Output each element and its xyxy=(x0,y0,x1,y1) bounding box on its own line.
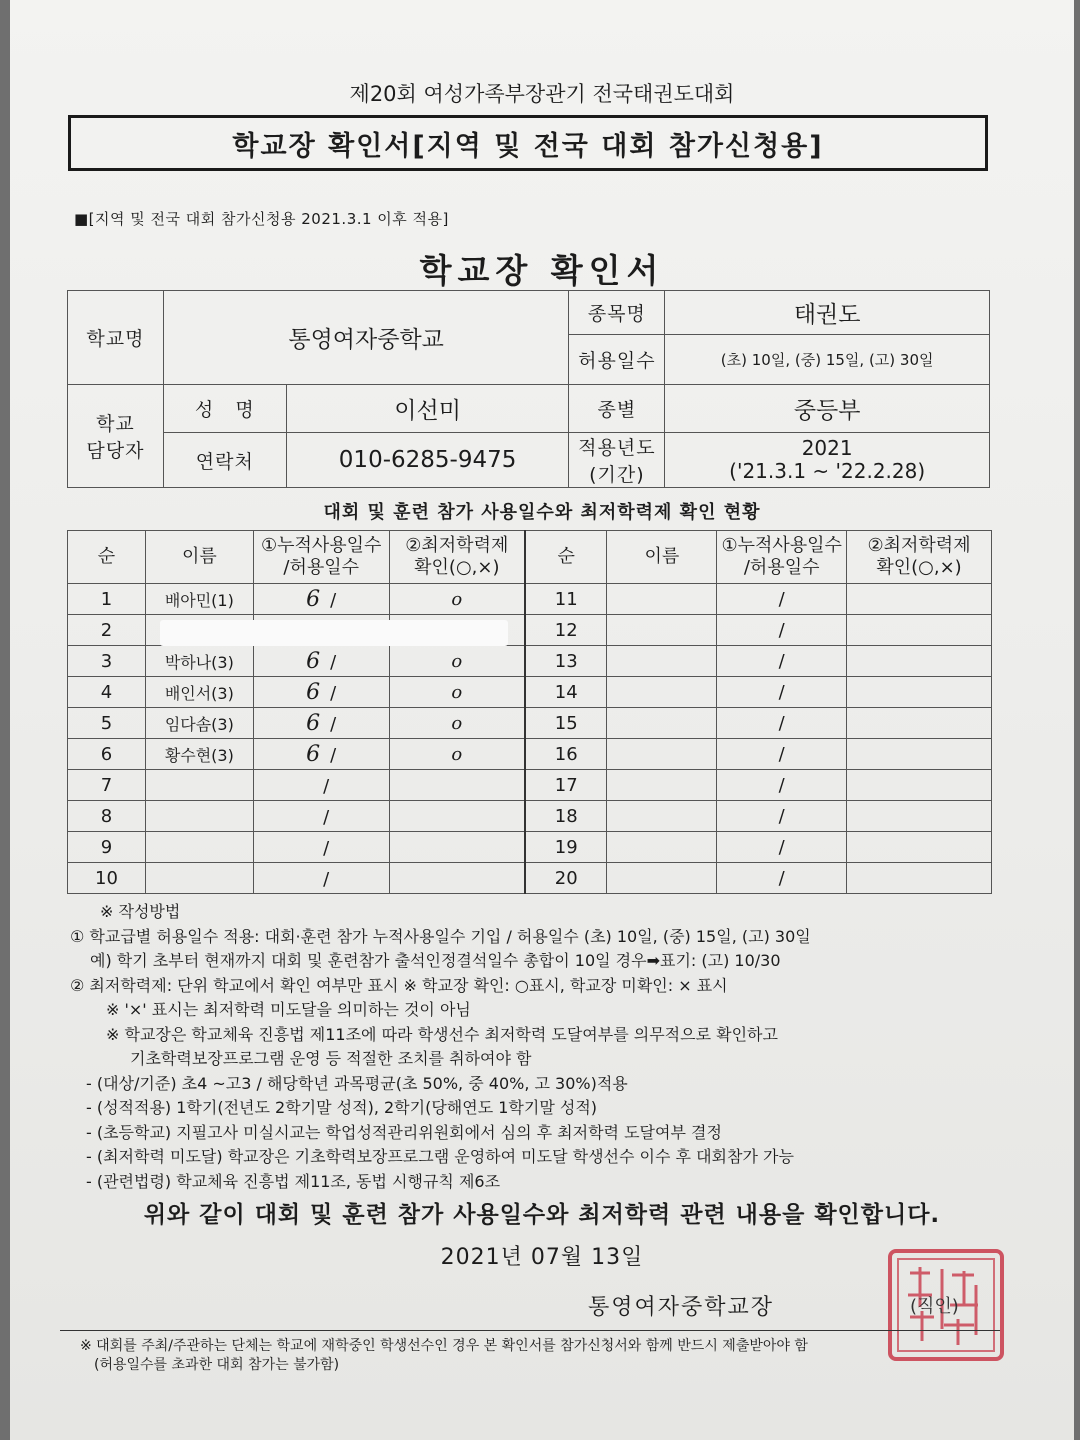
row-check-right xyxy=(847,677,992,708)
slash-mark: / xyxy=(330,744,337,766)
row-check-right xyxy=(847,739,992,770)
year-value-line2: ('21.3.1 ~ '22.2.28) xyxy=(729,459,926,483)
slash-mark: / xyxy=(778,681,785,703)
note-line: - (성적적용) 1학기(전년도 2학기말 성적), 2학기(당해연도 1학기말 성적) xyxy=(86,1098,598,1117)
row-name-right xyxy=(607,863,717,894)
row-name xyxy=(145,832,253,863)
slash-mark: / xyxy=(330,682,337,704)
boxed-title: 학교장 확인서[지역 및 전국 대회 참가신청용] xyxy=(68,115,988,171)
row-name: 박하나(3) xyxy=(145,646,253,677)
slash-mark: / xyxy=(330,713,337,735)
phone-label: 연락처 xyxy=(163,433,286,488)
slash-mark: / xyxy=(330,589,337,611)
col-days-right-line1: ①누적사용일수 xyxy=(721,535,842,557)
row-check xyxy=(389,832,525,863)
row-no-right: 12 xyxy=(525,615,607,646)
row-no-right: 16 xyxy=(525,739,607,770)
category-value: 중등부 xyxy=(665,385,990,433)
row-days-right xyxy=(717,584,847,615)
slash-mark: / xyxy=(778,774,785,796)
row-name-right xyxy=(607,770,717,801)
row-no: 7 xyxy=(68,770,146,801)
row-check-right xyxy=(847,832,992,863)
row-days xyxy=(253,708,389,739)
col-check-line1: ②최저학력제 xyxy=(405,535,509,557)
row-name xyxy=(145,863,253,894)
row-days-right xyxy=(717,770,847,801)
row-no-right: 19 xyxy=(525,832,607,863)
slash-mark: / xyxy=(330,651,337,673)
row-name-right xyxy=(607,832,717,863)
col-check-right xyxy=(847,531,992,584)
info-table xyxy=(67,290,990,488)
row-name: 임다솜(3) xyxy=(145,708,253,739)
row-no-right: 17 xyxy=(525,770,607,801)
school-label: 학교명 xyxy=(68,291,164,385)
row-name: 배아민(1) xyxy=(145,584,253,615)
slash-mark: / xyxy=(778,712,785,734)
row-check xyxy=(389,801,525,832)
row-no: 5 xyxy=(68,708,146,739)
usage-table xyxy=(67,530,992,894)
days-value: 6 xyxy=(306,741,321,767)
row-no: 4 xyxy=(68,677,146,708)
row-check: o xyxy=(389,708,525,739)
row-days xyxy=(253,739,389,770)
allowed-days-value: (초) 10일, (중) 15일, (고) 30일 xyxy=(665,335,990,385)
table-row xyxy=(68,801,992,832)
section-title: 대회 및 훈련 참가 사용일수와 최저학력제 확인 현황 xyxy=(323,502,761,523)
col-days xyxy=(253,531,389,584)
slash-mark: / xyxy=(323,806,330,828)
row-days xyxy=(253,584,389,615)
applicability-note: ■[지역 및 전국 대회 참가신청용 2021.3.1 이후 적용] xyxy=(74,210,449,228)
row-name-right xyxy=(607,801,717,832)
seal-mark: (직인) xyxy=(910,1296,959,1317)
row-days xyxy=(253,677,389,708)
row-name: 배인서(3) xyxy=(145,677,253,708)
slash-mark: / xyxy=(778,588,785,610)
row-no-right: 14 xyxy=(525,677,607,708)
note-line: - (초등학교) 지필고사 미실시교는 학업성적관리위원회에서 심의 후 최저학력 도달여부 결정 xyxy=(86,1122,722,1142)
row-name-right xyxy=(607,708,717,739)
slash-mark: / xyxy=(778,743,785,765)
col-name: 이름 xyxy=(145,531,253,584)
note-line: ※ 학교장은 학교체육 진흥법 제11조에 따라 학생선수 최저학력 도달여부를 의무적으로 확인하고 xyxy=(106,1024,778,1044)
row-check-right xyxy=(847,708,992,739)
redacted-area xyxy=(160,620,508,646)
category-label: 종별 xyxy=(569,385,665,433)
contact-label-line2: 담당자 xyxy=(86,440,145,462)
col-name-right: 이름 xyxy=(607,531,717,584)
row-no: 2 xyxy=(68,615,146,646)
row-check-right xyxy=(847,801,992,832)
year-label xyxy=(569,433,665,488)
instructions xyxy=(70,900,1000,1194)
row-name-right xyxy=(607,739,717,770)
slash-mark: / xyxy=(778,836,785,858)
slash-mark: / xyxy=(778,650,785,672)
row-days-right xyxy=(717,677,847,708)
row-no-right: 15 xyxy=(525,708,607,739)
col-days-line1: ①누적사용일수 xyxy=(260,535,382,557)
row-days-right xyxy=(717,615,847,646)
row-days-right xyxy=(717,801,847,832)
footer-note xyxy=(80,1337,1020,1375)
row-no-right: 13 xyxy=(525,646,607,677)
row-name xyxy=(145,801,253,832)
row-days-right xyxy=(717,708,847,739)
row-check-right xyxy=(847,770,992,801)
row-days xyxy=(253,801,389,832)
confirmation-statement: 위와 같이 대회 및 훈련 참가 사용일수와 최저학력 관련 내용을 확인합니다. xyxy=(143,1202,941,1228)
row-name-right xyxy=(607,646,717,677)
document-page xyxy=(10,0,1074,1440)
row-check-right xyxy=(847,646,992,677)
row-check xyxy=(389,770,525,801)
days-value: 6 xyxy=(306,648,321,674)
slash-mark: / xyxy=(323,868,330,890)
col-check-right-line1: ②최저학력제 xyxy=(867,535,971,557)
row-days xyxy=(253,646,389,677)
note-line: 기초학력보장프로그램 운영 등 적절한 조치를 취하여야 함 xyxy=(130,1049,532,1068)
table-row xyxy=(68,770,992,801)
row-no-right: 20 xyxy=(525,863,607,894)
event-label: 종목명 xyxy=(569,291,665,335)
col-no-right: 순 xyxy=(525,531,607,584)
table-row xyxy=(68,739,992,770)
note-line: ※ 작성방법 xyxy=(100,902,181,921)
note-line: ② 최저학력제: 단위 학교에서 확인 여부만 표시 ※ 학교장 확인: ○표시, 학교장 미확인: × 표시 xyxy=(70,975,728,995)
contact-person-label xyxy=(68,385,164,488)
row-no: 8 xyxy=(68,801,146,832)
col-days-right xyxy=(717,531,847,584)
days-value: 6 xyxy=(306,679,321,705)
row-no: 1 xyxy=(68,584,146,615)
note-line: - (대상/기준) 초4 ~고3 / 해당학년 과목평균(초 50%, 중 40%, 고 30%)적용 xyxy=(86,1073,628,1093)
slash-mark: / xyxy=(323,837,330,859)
note-line: ※ '×' 표시는 최저학력 미도달을 의미하는 것이 아님 xyxy=(106,1000,471,1019)
row-no: 6 xyxy=(68,739,146,770)
row-days-right xyxy=(717,863,847,894)
row-no: 10 xyxy=(68,863,146,894)
row-check xyxy=(389,863,525,894)
row-no: 3 xyxy=(68,646,146,677)
row-check: o xyxy=(389,677,525,708)
year-value xyxy=(665,433,990,488)
table-row xyxy=(68,708,992,739)
row-no: 9 xyxy=(68,832,146,863)
row-no-right: 11 xyxy=(525,584,607,615)
year-value-line1: 2021 xyxy=(801,436,853,460)
contact-label-line1: 학교 xyxy=(96,413,135,435)
row-name-right xyxy=(607,677,717,708)
table-row xyxy=(68,584,992,615)
days-value: 6 xyxy=(306,710,321,736)
table-row xyxy=(68,646,992,677)
row-check-right xyxy=(847,615,992,646)
row-days xyxy=(253,832,389,863)
row-days-right xyxy=(717,646,847,677)
row-days-right xyxy=(717,832,847,863)
footer-line: (허용일수를 초과한 대회 참가는 불가함) xyxy=(94,1357,340,1373)
col-no: 순 xyxy=(68,531,146,584)
name-value: 이선미 xyxy=(286,385,569,433)
note-line: 예) 학기 초부터 현재까지 대회 및 훈련참가 출석인정결석일수 총합이 10일 경우➡표기: (고) 10/30 xyxy=(90,951,781,970)
footer-divider xyxy=(60,1330,1000,1331)
slash-mark: / xyxy=(323,775,330,797)
event-value: 태권도 xyxy=(665,291,990,335)
table-row xyxy=(68,832,992,863)
slash-mark: / xyxy=(778,805,785,827)
event-title: 제20회 여성가족부장관기 전국태권도대회 xyxy=(349,82,735,106)
phone-value: 010-6285-9475 xyxy=(286,433,569,488)
slash-mark: / xyxy=(778,867,785,889)
col-days-line2: /허용일수 xyxy=(283,557,360,578)
row-check: o xyxy=(389,739,525,770)
issue-date: 2021년 07월 13일 xyxy=(440,1245,644,1270)
row-check: o xyxy=(389,584,525,615)
main-title: 학교장 확인서 xyxy=(419,251,665,290)
table-row xyxy=(68,863,992,894)
school-value: 통영여자중학교 xyxy=(163,291,569,385)
row-check-right xyxy=(847,863,992,894)
row-name-right xyxy=(607,615,717,646)
note-line: - (관련법령) 학교체육 진흥법 제11조, 동법 시행규칙 제6조 xyxy=(86,1171,501,1191)
col-days-right-line2: /허용일수 xyxy=(743,557,820,578)
allowed-days-label: 허용일수 xyxy=(569,335,665,385)
row-name-right xyxy=(607,584,717,615)
principal-signature: 통영여자중학교장 xyxy=(588,1295,775,1320)
name-label: 성 명 xyxy=(163,385,286,433)
note-line: ① 학교급별 허용일수 적용: 대회·훈련 참가 누적사용일수 기입 / 허용일수 (초) 10일, (중) 15일, (고) 30일 xyxy=(70,926,811,946)
row-no-right: 18 xyxy=(525,801,607,832)
days-value: 6 xyxy=(306,586,321,612)
footer-line: ※ 대회를 주최/주관하는 단체는 학교에 재학중인 학생선수인 경우 본 확인서를 참가신청서와 함께 반드시 제출받아야 함 xyxy=(80,1338,808,1354)
col-check-line2: 확인(○,×) xyxy=(414,557,500,578)
year-label-line1: 적용년도 xyxy=(578,437,656,459)
row-check-right xyxy=(847,584,992,615)
year-label-line2: (기간) xyxy=(589,464,645,486)
row-days xyxy=(253,863,389,894)
slash-mark: / xyxy=(778,619,785,641)
col-check-right-line2: 확인(○,×) xyxy=(876,557,962,578)
row-days xyxy=(253,770,389,801)
note-line: - (최저학력 미도달) 학교장은 기초학력보장프로그램 운영하여 미도달 학생선수 이수 후 대회참가 가능 xyxy=(86,1147,794,1166)
row-name: 황수현(3) xyxy=(145,739,253,770)
row-check: o xyxy=(389,646,525,677)
col-check xyxy=(389,531,525,584)
table-row xyxy=(68,677,992,708)
row-name xyxy=(145,770,253,801)
row-days-right xyxy=(717,739,847,770)
